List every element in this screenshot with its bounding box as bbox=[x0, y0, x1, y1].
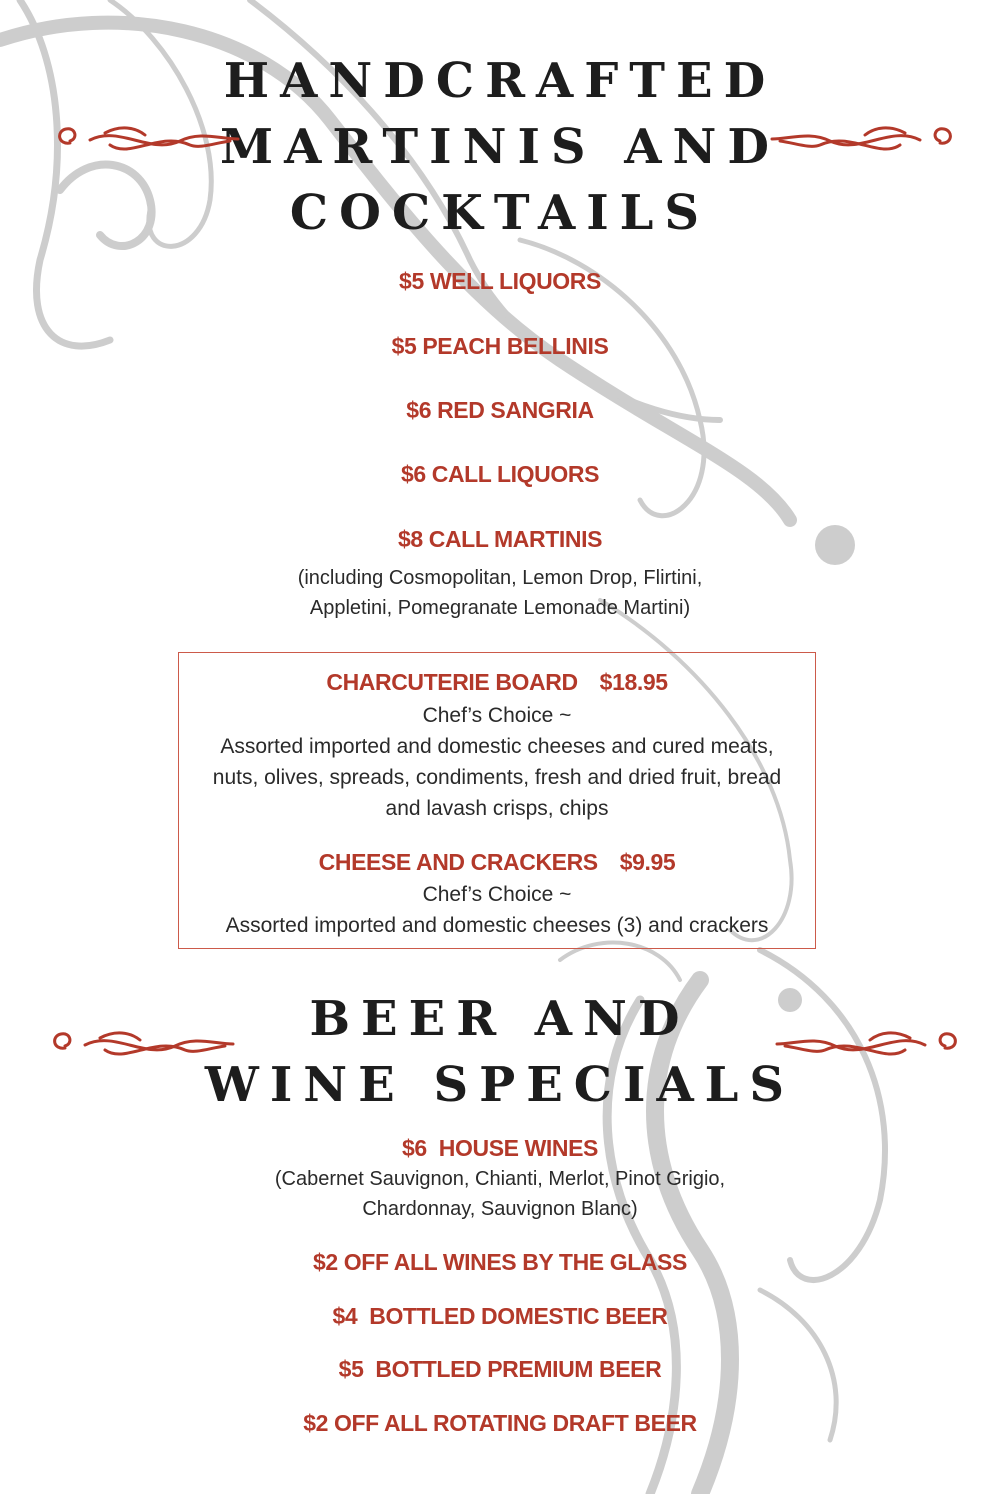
cocktail-item: $5 PEACH BELLINIS bbox=[391, 333, 609, 359]
charcuterie-name: CHARCUTERIE BOARD bbox=[326, 669, 578, 695]
cocktail-item: $6 RED SANGRIA bbox=[406, 397, 594, 423]
martini-note bbox=[0, 563, 1000, 623]
beer-wine-item: $2 OFF ALL WINES BY THE GLASS bbox=[313, 1249, 687, 1275]
description-line: nuts, olives, spreads, condiments, fresh and dried fruit, bread bbox=[212, 766, 782, 789]
note-line: (Cabernet Sauvignon, Chianti, Merlot, Pinot Grigio, bbox=[274, 1168, 726, 1190]
note-line: Appletini, Pomegranate Lemonade Martini) bbox=[309, 597, 691, 619]
beer-wine-item: $5 BOTTLED PREMIUM BEER bbox=[338, 1356, 662, 1382]
heading-line: HANDCRAFTED bbox=[223, 53, 777, 109]
food-box bbox=[178, 652, 816, 949]
house-wines-note bbox=[0, 1164, 1000, 1224]
right-flourish-icon bbox=[770, 115, 960, 165]
cheese-title bbox=[179, 849, 815, 876]
note-line: Chardonnay, Sauvignon Blanc) bbox=[362, 1198, 638, 1220]
house-wines-item: $6 HOUSE WINES bbox=[402, 1135, 598, 1161]
description-line: Chef’s Choice ~ bbox=[422, 704, 572, 727]
left-flourish-icon bbox=[45, 1020, 235, 1070]
cheese-name: CHEESE AND CRACKERS bbox=[318, 849, 598, 875]
description-line: and lavash crisps, chips bbox=[385, 797, 609, 820]
cheese-price: $9.95 bbox=[619, 849, 676, 875]
charcuterie-title bbox=[179, 669, 815, 696]
beer-wine-item: $4 BOTTLED DOMESTIC BEER bbox=[332, 1303, 668, 1329]
description-line: Assorted imported and domestic cheeses and cured meats, bbox=[220, 735, 774, 758]
cheese-description bbox=[179, 879, 815, 941]
right-flourish-icon bbox=[775, 1020, 965, 1070]
description-line: Chef’s Choice ~ bbox=[422, 883, 572, 906]
description-line: Assorted imported and domestic cheeses (3) and crackers bbox=[225, 914, 769, 937]
heading-line: COCKTAILS bbox=[289, 185, 711, 241]
cocktail-item: $8 CALL MARTINIS bbox=[397, 526, 603, 552]
heading-line: WINE SPECIALS bbox=[204, 1057, 796, 1113]
charcuterie-description bbox=[179, 700, 815, 824]
beer-wine-item: $2 OFF ALL ROTATING DRAFT BEER bbox=[303, 1410, 697, 1436]
charcuterie-price: $18.95 bbox=[599, 669, 668, 695]
left-flourish-icon bbox=[50, 115, 240, 165]
cocktail-item: $5 WELL LIQUORS bbox=[399, 268, 601, 294]
heading-line: BEER AND bbox=[309, 991, 691, 1047]
heading-line: MARTINIS AND bbox=[219, 119, 781, 175]
cocktail-item: $6 CALL LIQUORS bbox=[400, 461, 600, 487]
note-line: (including Cosmopolitan, Lemon Drop, Flirtini, bbox=[297, 567, 703, 589]
